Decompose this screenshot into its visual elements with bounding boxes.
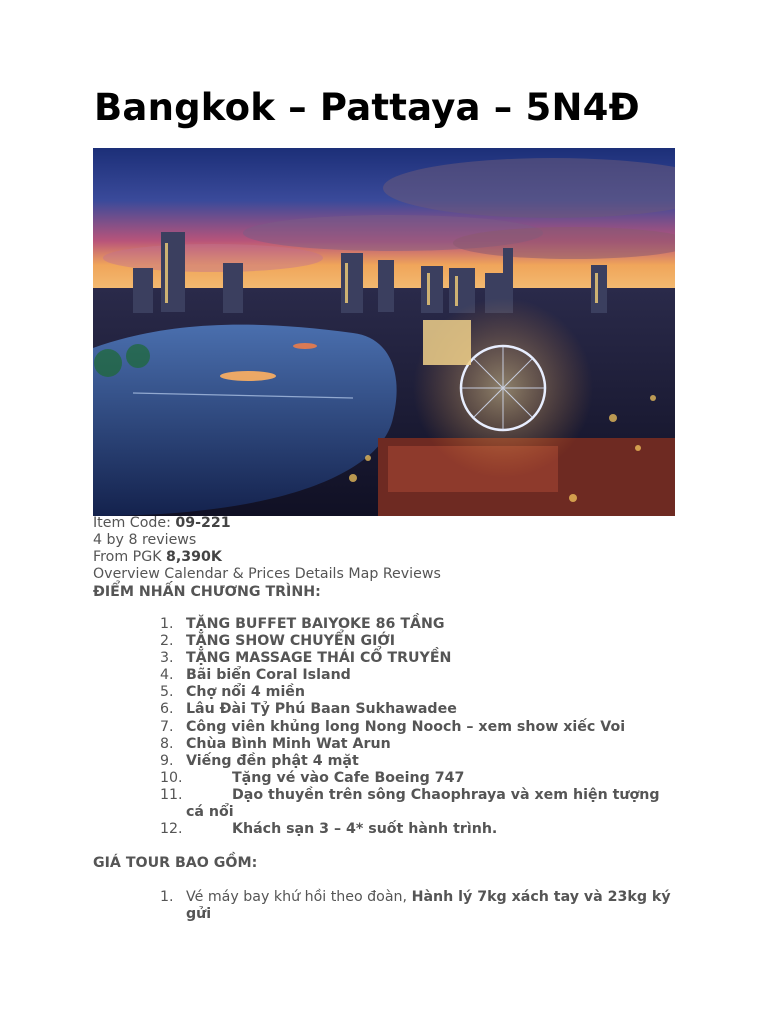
list-text: TẶNG BUFFET BAIYOKE 86 TẦNG [186,616,445,632]
includes-heading: GIÁ TOUR BAO GỒM: [93,855,258,871]
list-number: 4. [160,667,174,684]
list-text: Lâu Đài Tỷ Phú Baan Sukhawadee [186,701,457,718]
list-text: TẶNG SHOW CHUYỂN GIỚI [186,633,396,650]
list-number: 8. [160,735,174,752]
include-text-bold: Hành lý 7kg xách tay và 23kg ký gửi [186,889,671,923]
list-item [160,650,680,667]
item-code-label: Item Code: [93,515,176,531]
list-number: 12. [160,821,183,838]
include-text-plain: Vé máy bay khứ hồi theo đoàn, [186,889,412,905]
list-number: 3. [160,650,174,667]
list-item [160,684,680,701]
list-item [160,616,680,633]
tour-tabs-line[interactable]: Overview Calendar & Prices Details Map Reviews [93,566,441,582]
list-item [160,770,680,787]
list-text: Bãi biển Coral Island [186,667,351,684]
list-text: Chùa Bình Minh Wat Arun [186,735,391,752]
list-item [160,701,680,718]
list-number: 11. [160,786,183,803]
list-number: 1. [160,889,174,905]
list-item [160,821,680,838]
list-text: Tặng vé vào Cafe Boeing 747 [232,769,465,786]
list-item [160,736,680,753]
highlights-heading: ĐIỂM NHẤN CHƯƠNG TRÌNH: [93,584,321,600]
list-item [160,753,680,770]
list-number: 9. [160,752,174,769]
bangkok-skyline-photo [93,148,675,516]
list-number: 7. [160,718,174,735]
list-text: TẶNG MASSAGE THÁI CỔ TRUYỀN [186,650,452,667]
list-number: 5. [160,684,174,701]
list-text [160,889,680,923]
page-title: Bangkok – Pattaya – 5N4Đ [94,86,640,129]
price [93,549,222,566]
list-number: 1. [160,616,174,632]
list-number: 10. [160,769,183,786]
list-text: Chợ nổi 4 miền [186,684,306,701]
includes-list [160,889,680,923]
reviews-count[interactable]: 4 by 8 reviews [93,532,197,548]
list-number: 2. [160,633,174,650]
list-item [160,787,680,821]
highlights-list [160,616,680,838]
list-text: Viếng đền phật 4 mặt [186,752,359,769]
list-item [160,633,680,650]
list-text: Khách sạn 3 – 4* suốt hành trình. [232,821,498,838]
price-value: 8,390K [166,549,222,565]
hero-image [93,148,675,516]
item-code-value: 09-221 [175,515,231,531]
list-number: 6. [160,701,174,718]
item-code [93,515,231,532]
list-item [160,719,680,736]
list-item [160,667,680,684]
list-text: Dạo thuyền trên sông Chaophraya và xem hiện tượng cá nổi [186,786,660,821]
list-text: Công viên khủng long Nong Nooch – xem show xiếc Voi [186,718,626,735]
list-item [160,889,680,923]
price-label: From PGK [93,549,167,565]
